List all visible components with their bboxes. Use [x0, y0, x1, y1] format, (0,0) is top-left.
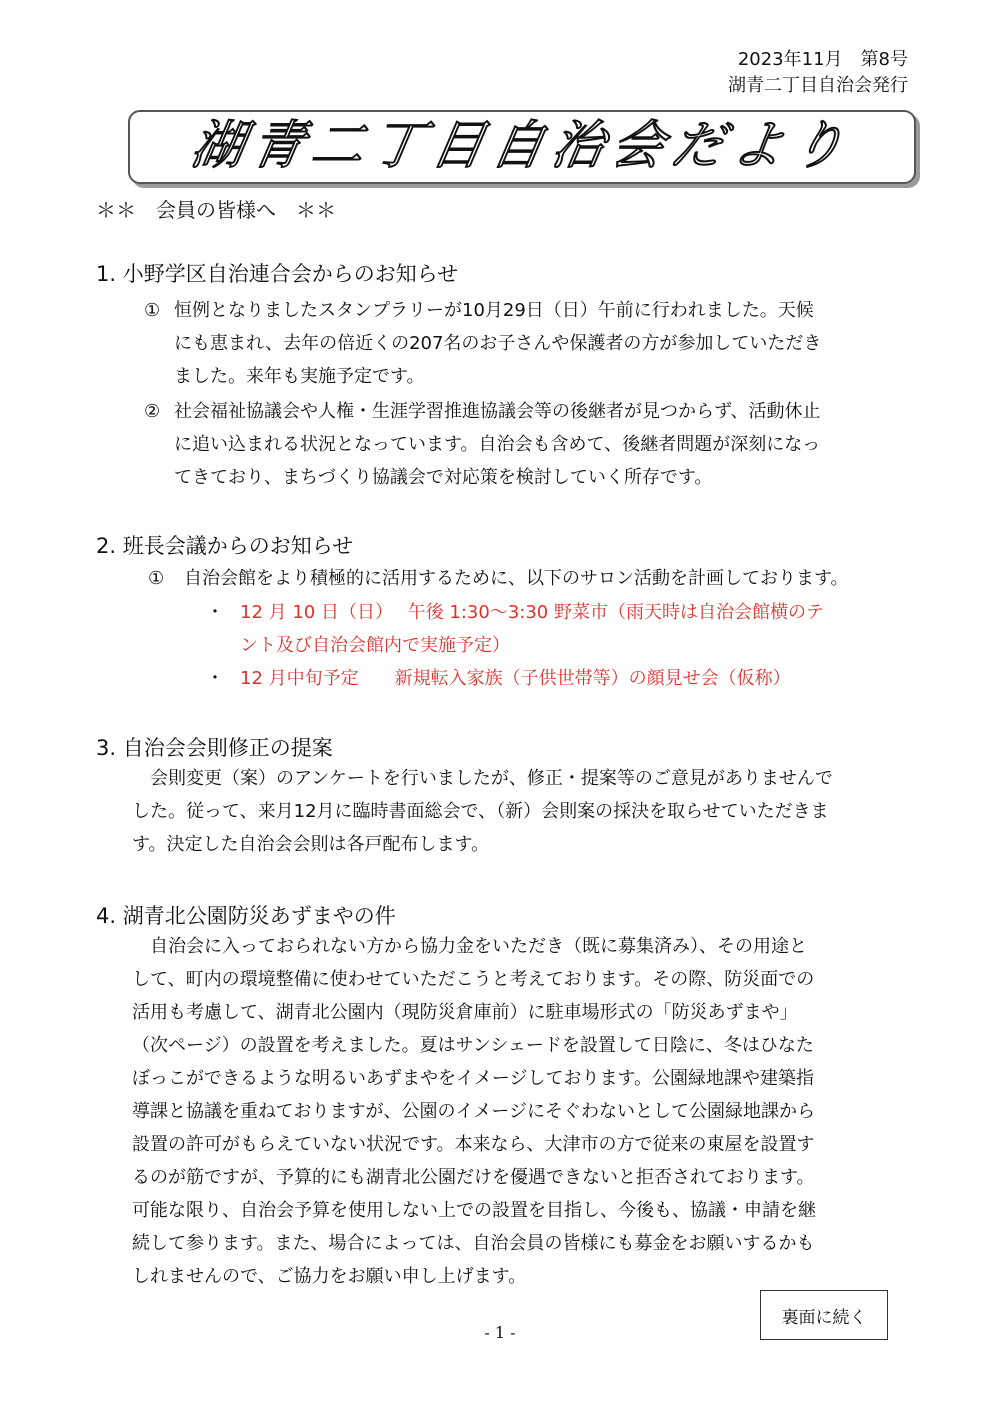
item-marker: ② — [144, 401, 161, 422]
text-line: に追い込まれる状況となっています。自治会も含めて、後継者問題が深刻になっ — [174, 434, 821, 455]
text-line: ました。来年も実施予定です。 — [174, 366, 425, 387]
bullet-marker: ・ — [206, 668, 224, 689]
item-marker: ① — [144, 300, 161, 321]
event-item — [240, 596, 920, 662]
text-line: （次ページ）の設置を考えました。夏はサンシェードを設置して日陰に、冬はひなた — [132, 1035, 814, 1056]
text-line: す。決定した自治会会則は各戸配布します。 — [132, 834, 490, 855]
newsletter-title: 湖青二丁目自治会だより — [186, 116, 858, 176]
text-line: 自治会に入っておられない方から協力金をいただき（既に募集済み）、その用途と — [150, 936, 807, 957]
section-heading: 2. 班長会議からのお知らせ — [96, 534, 354, 558]
section-body — [132, 762, 932, 861]
section-item — [174, 395, 924, 494]
section-item — [174, 294, 924, 393]
text-line: しれませんので、ご協力をお願い申し上げます。 — [132, 1266, 527, 1287]
text-line: 12 月 10 日（日） 午後 1:30～3:30 野菜市（雨天時は自治会館横のテ — [240, 602, 824, 623]
greeting: ＊＊ 会員の皆様へ ＊＊ — [96, 198, 336, 222]
section-heading: 1. 小野学区自治連合会からのお知らせ — [96, 262, 459, 286]
text-line: 自治会館をより積極的に活用するために、以下のサロン活動を計画しております。 — [184, 568, 849, 589]
publisher: 湖青二丁目自治会発行 — [728, 75, 908, 96]
section-heading: 4. 湖青北公園防災あずまやの件 — [96, 904, 396, 928]
text-line: にも恵まれ、去年の倍近くの207名のお子さんや保護者の方が参加していただき — [174, 333, 822, 354]
text-line: てきており、まちづくり協議会で対応策を検討していく所存です。 — [174, 467, 713, 488]
section-heading: 3. 自治会会則修正の提案 — [96, 736, 333, 760]
section-item — [184, 562, 924, 595]
text-line: 可能な限り、自治会予算を使用しない上での設置を目指し、今後も、協議・申請を継 — [132, 1200, 816, 1221]
newsletter-title-box — [128, 110, 916, 184]
text-line: して、町内の環境整備に使わせていただこうと考えております。その際、防災面での — [132, 969, 815, 990]
bullet-marker: ・ — [206, 602, 224, 623]
text-line: ぼっこができるような明るいあずまやをイメージしております。公園緑地課や建築指 — [132, 1068, 815, 1089]
text-line: 恒例となりましたスタンプラリーが10月29日（日）午前に行われました。天候 — [174, 300, 814, 321]
text-line: 活用も考慮して、湖青北公園内（現防災倉庫前）に駐車場形式の「防災あずまや」 — [132, 1002, 798, 1023]
text-line: るのが筋ですが、予算的にも湖青北公園だけを優遇できないと拒否されております。 — [132, 1167, 815, 1188]
text-line: した。従って、来月12月に臨時書面総会で、（新）会則案の採決を取らせていただきま — [132, 801, 829, 822]
issue-number: 2023年11月 第8号 — [737, 49, 908, 70]
section-body — [132, 930, 932, 1293]
page-number: - 1 - — [484, 1323, 516, 1342]
continue-note: 裏面に続く — [781, 1307, 867, 1328]
text-line: 社会福祉協議会や人権・生涯学習推進協議会等の後継者が見つからず、活動休止 — [174, 401, 821, 422]
text-line: 会則変更（案）のアンケートを行いましたが、修正・提案等のご意見がありませんで — [150, 768, 833, 789]
text-line: 導課と協議を重ねておりますが、公園のイメージにそぐわないとして公園緑地課から — [132, 1101, 816, 1122]
text-line: ント及び自治会館内で実施予定） — [240, 635, 510, 656]
text-line: 12 月中旬予定 新規転入家族（子供世帯等）の顔見せ会（仮称） — [240, 668, 791, 689]
item-marker: ① — [148, 568, 165, 589]
event-item — [240, 662, 920, 695]
text-line: 設置の許可がもらえていない状況です。本来なら、大津市の方で従来の東屋を設置す — [132, 1134, 815, 1155]
text-line: 続して参ります。また、場合によっては、自治会員の皆様にも募金をお願いするかも — [132, 1233, 815, 1254]
